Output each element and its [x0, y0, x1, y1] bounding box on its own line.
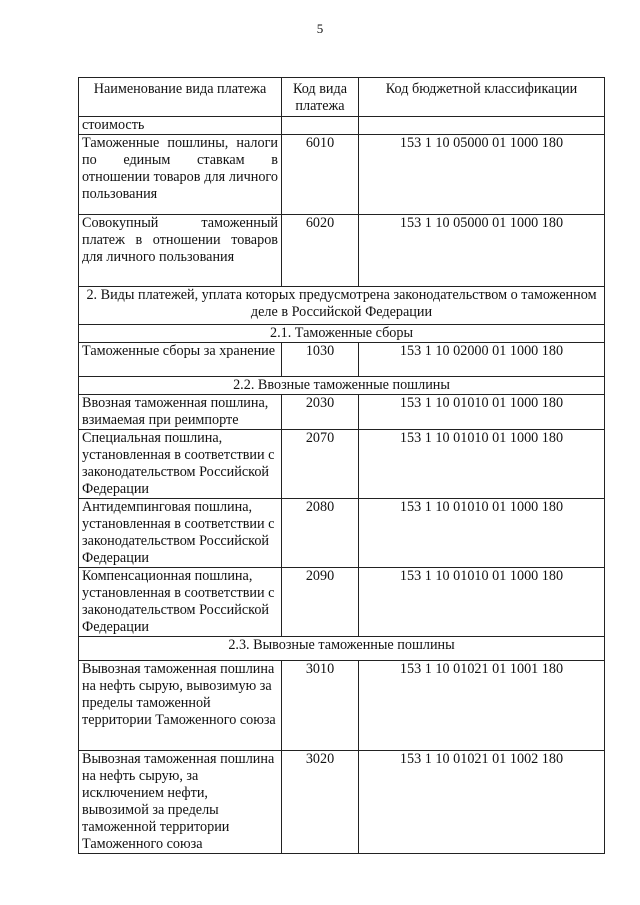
payment-code-cell: 6010: [282, 135, 359, 215]
section-title: 2. Виды платежей, уплата которых предусмотрена законодательством о таможенном деле в Российской Федерации: [79, 287, 605, 325]
kbk-cell: 153 1 10 01010 01 1000 180: [359, 568, 605, 637]
payment-name-cell: Антидемпинговая пошлина, установленная в соответствии с законодательством Российской Федерации: [79, 499, 282, 568]
payment-code-cell: 2080: [282, 499, 359, 568]
section-header-row: [79, 637, 605, 661]
section-title: 2.1. Таможенные сборы: [79, 325, 605, 343]
table-row: [79, 661, 605, 751]
payment-code-cell: 3010: [282, 661, 359, 751]
payment-name-cell: стоимость: [79, 117, 282, 135]
section-title: 2.2. Ввозные таможенные пошлины: [79, 377, 605, 395]
kbk-cell: 153 1 10 01021 01 1001 180: [359, 661, 605, 751]
payment-name-cell: Таможенные сборы за хранение: [79, 343, 282, 377]
kbk-cell: [359, 117, 605, 135]
payment-code-cell: 3020: [282, 751, 359, 854]
kbk-cell: 153 1 10 01010 01 1000 180: [359, 499, 605, 568]
table-row: [79, 430, 605, 499]
payment-name-cell: Таможенные пошлины, налоги по единым ставкам в отношении товаров для личного пользования: [79, 135, 282, 215]
table-row: [79, 343, 605, 377]
payment-code-cell: 1030: [282, 343, 359, 377]
payment-codes-table: [78, 77, 605, 854]
payment-name-cell: Компенсационная пошлина, установленная в соответствии с законодательством Российской Федерации: [79, 568, 282, 637]
payment-code-cell: 2090: [282, 568, 359, 637]
header-payment-code: Код вида платежа: [282, 78, 359, 117]
table-row: [79, 568, 605, 637]
payment-name-cell: Совокупный таможенный платеж в отношении товаров для личного пользования: [79, 215, 282, 287]
section-title: 2.3. Вывозные таможенные пошлины: [79, 637, 605, 661]
table-header-row: [79, 78, 605, 117]
payment-code-cell: 2070: [282, 430, 359, 499]
kbk-cell: 153 1 10 02000 01 1000 180: [359, 343, 605, 377]
payment-name-cell: Специальная пошлина, установленная в соответствии с законодательством Российской Федерации: [79, 430, 282, 499]
section-header-row: [79, 377, 605, 395]
section-header-row: [79, 287, 605, 325]
kbk-cell: 153 1 10 05000 01 1000 180: [359, 215, 605, 287]
kbk-cell: 153 1 10 01021 01 1002 180: [359, 751, 605, 854]
header-payment-name: Наименование вида платежа: [79, 78, 282, 117]
table-row: [79, 135, 605, 215]
table-row: [79, 117, 605, 135]
kbk-cell: 153 1 10 01010 01 1000 180: [359, 395, 605, 430]
header-kbk: Код бюджетной классификации: [359, 78, 605, 117]
kbk-cell: 153 1 10 05000 01 1000 180: [359, 135, 605, 215]
payment-name-cell: Ввозная таможенная пошлина, взимаемая при реимпорте: [79, 395, 282, 430]
payment-code-cell: 2030: [282, 395, 359, 430]
table-row: [79, 751, 605, 854]
payment-name-cell: Вывозная таможенная пошлина на нефть сырую, вывозимую за пределы таможенной территории Таможенного союза: [79, 661, 282, 751]
payment-code-cell: [282, 117, 359, 135]
kbk-cell: 153 1 10 01010 01 1000 180: [359, 430, 605, 499]
payment-name-cell: Вывозная таможенная пошлина на нефть сырую, за исключением нефти, вывозимой за пределы таможенной территории Таможенного союза: [79, 751, 282, 854]
table-row: [79, 215, 605, 287]
page-number: 5: [316, 21, 324, 36]
section-header-row: [79, 325, 605, 343]
table-row: [79, 499, 605, 568]
table-row: [79, 395, 605, 430]
payment-code-cell: 6020: [282, 215, 359, 287]
